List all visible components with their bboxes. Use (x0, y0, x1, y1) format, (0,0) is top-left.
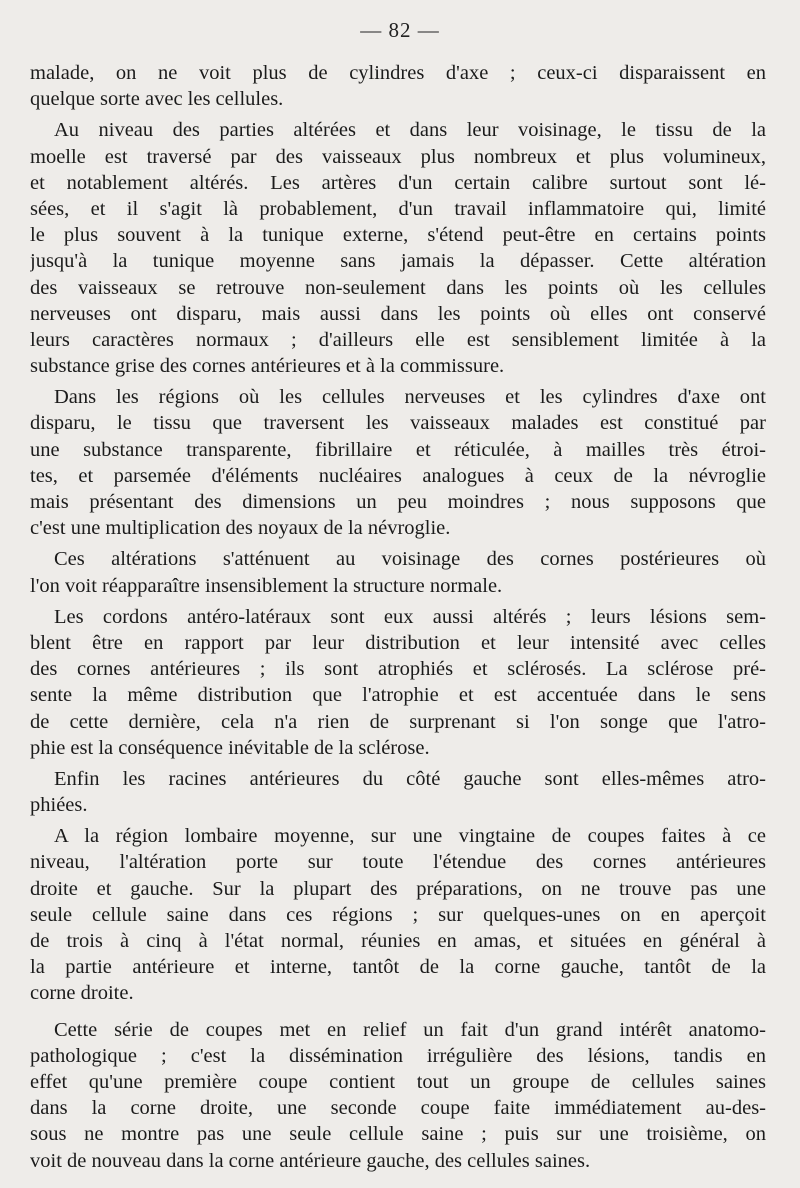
text-line: de trois à cinq à l'état normal, réunies en amas, et situées en général à (30, 930, 766, 952)
text-line: corne droite. (30, 982, 134, 1005)
paragraph (30, 604, 766, 761)
text-line: moelle est traversé par des vaisseaux plus nombreux et plus volumineux, (30, 145, 766, 168)
text-line: substance grise des cornes antérieures et à la commissure. (30, 355, 505, 378)
text-line: phiées. (30, 794, 88, 817)
text-line: Dans les régions où les cellules nerveuses et les cylindres d'axe ont (54, 386, 766, 409)
text-line: quelque sorte avec les cellules. (30, 88, 284, 111)
text-line: Les cordons antéro-latéraux sont eux aussi altérés ; leurs lésions sem- (54, 605, 766, 628)
text-line: c'est une multiplication des noyaux de la névroglie. (30, 517, 451, 540)
paragraph (30, 384, 766, 541)
text-line: des vaisseaux se retrouve non-seulement dans les points où les cellules (30, 276, 766, 299)
text-line: Au niveau des parties altérées et dans leur voisinage, le tissu de la (54, 119, 766, 142)
text-line: une substance transparente, fibrillaire et réticulée, à mailles très étroi- (30, 438, 766, 461)
text-line: niveau, l'altération porte sur toute l'étendue des cornes antérieures (30, 851, 766, 874)
text-line: sées, et il s'agit là probablement, d'un travail inflammatoire qui, limité (30, 197, 766, 220)
text-line: leurs caractères normaux ; d'ailleurs elle est sensiblement limitée à la (30, 328, 766, 351)
text-line: des cornes antérieures ; ils sont atrophiés et sclérosés. La sclérose pré- (30, 658, 766, 681)
text-line: la partie antérieure et interne, tantôt de la corne gauche, tantôt de la (30, 956, 766, 979)
text-line: malade, on ne voit plus de cylindres d'axe ; ceux-ci disparaissent en (30, 62, 766, 84)
text-line: blent être en rapport par leur distribution et leur intensité avec celles (30, 631, 766, 654)
text-line: pathologique ; c'est la dissémination irrégulière des lésions, tandis en (30, 1044, 766, 1067)
page-number: — 82 — (360, 18, 440, 42)
text-line: le plus souvent à la tunique externe, s'étend peut-être en certains points (30, 224, 766, 247)
text-line: voit de nouveau dans la corne antérieure gauche, des cellules saines. (30, 1149, 591, 1172)
text-line: A la région lombaire moyenne, sur une vingtaine de coupes faites à ce (54, 825, 766, 848)
text-line: phie est la conséquence inévitable de la sclérose. (30, 736, 430, 759)
text-line: effet qu'une première coupe contient tout un groupe de cellules saines (30, 1070, 766, 1093)
text-line: seule cellule saine dans ces régions ; sur quelques-unes on en aperçoit (30, 903, 766, 926)
text-line: et notablement altérés. Les artères d'un certain calibre surtout sont lé- (30, 171, 766, 194)
text-line: mais présentant des dimensions un peu moindres ; nous supposons que (30, 491, 766, 513)
text-line: droite et gauche. Sur la plupart des préparations, on ne trouve pas une (30, 877, 766, 900)
paragraph (30, 823, 766, 1006)
text-line: l'on voit réapparaître insensiblement la structure normale. (30, 574, 503, 597)
paragraph (30, 117, 766, 379)
text-line: Cette série de coupes met en relief un fait d'un grand intérêt anatomo- (54, 1018, 766, 1041)
text-line: dans la corne droite, une seconde coupe faite immédiatement au-des- (30, 1097, 766, 1120)
body-text (30, 60, 766, 1174)
text-line: Ces altérations s'atténuent au voisinage des cornes postérieures où (54, 548, 766, 571)
paragraph (30, 546, 766, 598)
text-line: tes, et parsemée d'éléments nucléaires analogues à ceux de la névroglie (30, 464, 766, 487)
text-line: disparu, le tissu que traversent les vaisseaux malades est constitué par (30, 412, 766, 435)
text-line: sente la même distribution que l'atrophie et est accentuée dans le sens (30, 684, 766, 707)
text-line: nerveuses ont disparu, mais aussi dans les points où elles ont conservé (30, 302, 766, 325)
text-line: sous ne montre pas une seule cellule saine ; puis sur une troisième, on (30, 1123, 766, 1146)
text-line: de cette dernière, cela n'a rien de surprenant si l'on songe que l'atro- (30, 710, 766, 733)
paragraph (30, 766, 766, 818)
text-line: jusqu'à la tunique moyenne sans jamais la dépasser. Cette altération (30, 250, 766, 273)
paragraph (30, 1017, 766, 1174)
paragraph (30, 60, 766, 112)
text-line: Enfin les racines antérieures du côté gauche sont elles-mêmes atro- (54, 767, 766, 790)
